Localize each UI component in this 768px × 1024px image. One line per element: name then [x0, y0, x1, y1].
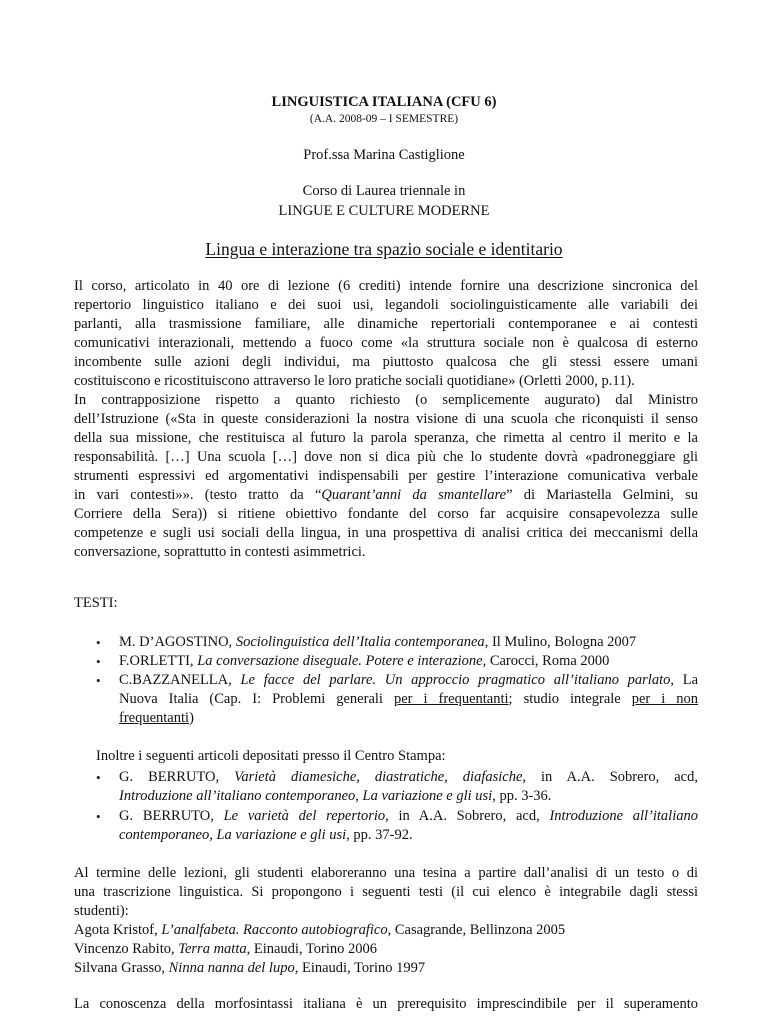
final-paragraph: [74, 995, 698, 1014]
book-publisher: , La: [670, 672, 699, 688]
degree-name: LINGUE E CULTURE MODERNE: [278, 203, 490, 219]
testi-heading: TESTI:: [74, 595, 118, 611]
intro-line: costituiscono e ricostituiscono attraverso le loro pratiche sociali quotidiane» (Orletti 2000, p.11).: [74, 373, 635, 389]
book-author: F.ORLETTI,: [119, 653, 198, 669]
intro-line: [74, 486, 698, 505]
book-item: [119, 652, 698, 671]
bullet-icon: •: [96, 770, 101, 785]
intro-paragraph: [74, 277, 698, 562]
book-note: ; studio integrale: [508, 691, 632, 707]
volume-title: contemporaneo, La variazione e gli usi: [119, 827, 347, 843]
intro-line: Il corso, articolato in 40 ore di lezione (6 crediti) intende fornire una descrizione sincronica del: [74, 278, 698, 294]
article-title: Quarant’anni da smantellare: [321, 487, 507, 503]
tesina-paragraph: [74, 864, 698, 978]
intro-line: della sua missione, che restituisca al futuro la parola speranza, che rimetta al centro il merito e la: [74, 430, 698, 446]
article-pages: , pp. 37-92.: [346, 827, 413, 843]
article-item: [119, 807, 698, 845]
intro-line: conversazione, soprattutto in contesti asimmetrici.: [74, 544, 366, 560]
reading-publisher: , Casagrande, Bellinzona 2005: [387, 922, 566, 938]
intro-line: In contrapposizione rispetto a quanto richiesto (o semplicemente augurato) dal Ministro: [74, 392, 698, 408]
tesina-line: studenti):: [74, 903, 129, 919]
book-publisher: , Il Mulino, Bologna 2007: [484, 634, 637, 650]
volume-title: Introduzione all’italiano: [549, 808, 698, 824]
book-title: Le facce del parlare. Un approccio pragmatico all’italiano parlato: [240, 672, 671, 688]
book-note: Nuova Italia (Cap. I: Problemi generali: [119, 691, 394, 707]
reading-publisher: , Einaudi, Torino 1997: [294, 960, 426, 976]
reading-author: Silvana Grasso,: [74, 960, 169, 976]
intro-line: parlanti, alla trasmissione familiare, alle dinamiche repertoriali contemporanee e ai contesti: [74, 316, 698, 332]
article-source: , in A.A. Sobrero, acd,: [522, 769, 698, 785]
article-source: , in A.A. Sobrero, acd,: [385, 808, 550, 824]
intro-line: competenze e sugli usi sociali della lingua, in una prospettiva di analisi critica dei meccanismi della: [74, 525, 698, 541]
intro-line: incombente sulle azioni degli individui, ma piuttosto qualcosa che gli stessi essere umani: [74, 354, 698, 370]
bullet-icon: •: [96, 654, 101, 669]
book-title: Sociolinguistica dell’Italia contemporanea: [235, 634, 485, 650]
intro-line: dell’Istruzione («Sta in queste considerazioni la nostra visione di una scuola che riconquisti il senso: [74, 411, 698, 427]
professor-name: Prof.ssa Marina Castiglione: [303, 147, 465, 163]
intro-line: Corriere della Sera)) si ritiene obiettivo fondante del corso far acquisire consapevolezza sulle: [74, 506, 698, 522]
book-item: [119, 671, 698, 728]
intro-line: repertorio linguistico italiano e dei suoi usi, legandoli sociolinguisticamente alle variabili dei: [74, 297, 698, 313]
reading-publisher: , Einaudi, Torino 2006: [246, 941, 378, 957]
bullet-icon: •: [96, 673, 101, 688]
reading-author: Agota Kristof,: [74, 922, 162, 938]
article-title: Varietà diamesiche, diastratiche, diafasiche: [234, 769, 523, 785]
volume-title: Introduzione all’italiano contemporaneo, La variazione e gli usi: [119, 788, 493, 804]
reading-item: [74, 959, 698, 978]
bullet-icon: •: [96, 635, 101, 650]
book-author: M. D’AGOSTINO,: [119, 634, 236, 650]
reading-title: Ninna nanna del lupo: [168, 960, 295, 976]
article-item: [119, 768, 698, 806]
underlined-note: per i frequentanti: [393, 691, 509, 707]
article-pages: , pp. 3-36.: [492, 788, 552, 804]
reading-author: Vincenzo Rabito,: [74, 941, 179, 957]
tesina-line: Al termine delle lezioni, gli studenti elaboreranno una tesina a partire dall’analisi di un testo o di: [74, 865, 698, 881]
final-line: La conoscenza della morfosintassi italiana è un prerequisito imprescindibile per il superamento: [74, 996, 698, 1012]
course-subtitle: Lingua e interazione tra spazio sociale e identitario: [205, 239, 563, 259]
intro-text: ” di Mariastella Gelmini, su: [506, 487, 698, 503]
intro-line: comunicativi interazionali, mettendo a fuoco come «la struttura sociale non è qualcosa di esterno: [74, 335, 698, 351]
book-note: ): [189, 710, 194, 726]
bullet-icon: •: [96, 809, 101, 824]
tesina-line: una trascrizione linguistica. Si propongono i seguenti testi (il cui elenco è integrabile dagli stessi: [74, 884, 698, 900]
reading-title: L’analfabeta. Racconto autobiografico: [161, 922, 388, 938]
underlined-note: frequentanti: [119, 710, 190, 726]
book-publisher: , Carocci, Roma 2000: [482, 653, 610, 669]
article-title: Le varietà del repertorio: [223, 808, 386, 824]
degree-course-line: Corso di Laurea triennale in: [302, 183, 466, 199]
course-title: LINGUISTICA ITALIANA (CFU 6): [271, 94, 497, 110]
book-item: [119, 633, 698, 652]
book-author: C.BAZZANELLA,: [119, 672, 241, 688]
underlined-note: per i non: [631, 691, 699, 707]
academic-year: (A.A. 2008-09 – I SEMESTRE): [309, 113, 459, 125]
intro-line: responsabilità. […] Una scuola […] dove non si dica più che lo studente dovrà «padroneggiare gli: [74, 449, 698, 465]
articles-intro: Inoltre i seguenti articoli depositati presso il Centro Stampa:: [96, 748, 446, 764]
book-title: La conversazione diseguale. Potere e interazione: [197, 653, 483, 669]
reading-title: Terra matta: [178, 941, 247, 957]
reading-item: [74, 940, 698, 959]
intro-line: strumenti espressivi ed argomentativi indispensabili per gestire l’interazione comunicativa verbale: [74, 468, 698, 484]
article-author: G. BERRUTO,: [119, 769, 235, 785]
intro-text: in vari contesti»». (testo tratto da “: [74, 487, 322, 503]
reading-item: [74, 921, 698, 940]
article-author: G. BERRUTO,: [119, 808, 224, 824]
